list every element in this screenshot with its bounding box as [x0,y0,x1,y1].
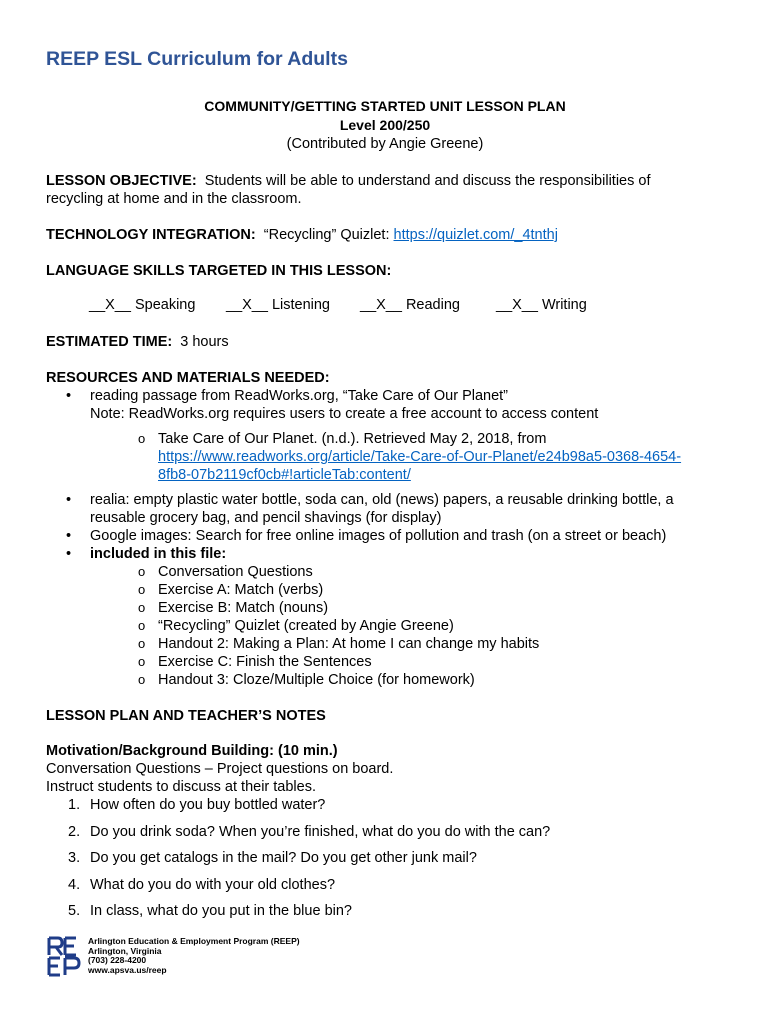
technology-text: “Recycling” Quizlet: [263,227,390,243]
instruction-line-1: Conversation Questions – Project questions on board. [46,761,394,777]
resource-item-realia: • realia: empty plastic water bottle, soda can, old (news) papers, a reusable drinking bottle, a reusable grocery bag, and pencil shavings (for display) [46,491,726,527]
footer-phone: (703) 228-4200 [88,955,147,965]
footer-city: Arlington, Virginia [88,945,162,956]
lesson-plan-heading-text: LESSON PLAN AND TEACHER’S NOTES [46,708,326,724]
brand-title: REEP ESL Curriculum for Adults [46,48,348,70]
resource-reading-line1: • reading passage from ReadWorks.org, “Take Care of Our Planet” [90,388,509,404]
citation-text: o Take Care of Our Planet. (n.d.). Retrieved May 2, 2018, from [158,431,547,447]
readworks-link-line2[interactable]: 8fb8-07b2119cf0cb#!articleTab:content/ [158,467,411,483]
motivation-heading [46,742,338,760]
footer-org: Arlington Education & Employment Program (REEP) [88,936,300,946]
estimated-time-label: ESTIMATED TIME: [46,334,173,350]
footer-web[interactable]: www.apsva.us/reep [88,964,167,975]
conversation-questions [46,796,726,929]
included-label: included in this file: [90,546,227,562]
question-number: 3. [68,850,81,866]
question-number: 5. [68,903,81,919]
technology-integration [46,226,558,244]
lesson-objective-text: Students will be able to understand and discuss the responsibilities of recycling at home and in the classroom. [46,173,651,207]
question-item [46,823,726,850]
question-number: 2. [68,823,81,840]
skills-heading-text: LANGUAGE SKILLS TARGETED IN THIS LESSON: [46,263,392,279]
included-item: o Conversation Questions [46,563,726,581]
question-item [46,796,726,823]
resource-item-google-images: • Google images: Search for free online images of pollution and trash (on a street or beach) [46,527,726,545]
question-item [46,902,726,929]
footer-text [88,937,300,975]
question-item [46,876,726,903]
skills-heading [46,262,391,280]
included-item: o “Recycling” Quizlet (created by Angie Greene) [46,617,726,635]
included-item: o Exercise C: Finish the Sentences [46,653,726,671]
included-item: o Handout 3: Cloze/Multiple Choice (for homework) [46,671,726,689]
question-text: Do you drink soda? When you’re finished, what do you do with the can? [90,823,551,840]
lesson-objective [46,172,706,208]
contributor-label: (Contributed by Angie Greene) [286,136,484,152]
estimated-time-value: 3 hours [180,334,229,350]
question-text: Do you get catalogs in the mail? Do you get other junk mail? [90,850,477,866]
skill-speaking: __X__ Speaking [89,297,196,313]
question-text: In class, what do you put in the blue bin? [90,903,352,919]
resource-item-included [46,545,726,689]
included-item: o Exercise A: Match (verbs) [46,581,726,599]
lesson-objective-label: LESSON OBJECTIVE: [46,173,197,189]
question-text: How often do you buy bottled water? [90,797,326,813]
skills-row [0,297,770,317]
question-number: 1. [68,797,81,813]
level-label: Level 200/250 [339,117,431,133]
instruction-line-2: Instruct students to discuss at their tables. [46,779,316,795]
lesson-plan-heading [46,707,326,725]
resource-item-reading-passage [46,387,726,484]
reep-logo [46,935,82,977]
skill-writing: __X__ Writing [496,297,587,313]
lesson-plan-title: COMMUNITY/GETTING STARTED UNIT LESSON PLAN [204,98,566,114]
skill-reading: __X__ Reading [360,297,460,313]
resources-heading [46,369,330,387]
citation-item [46,430,726,484]
resource-reading-note: Note: ReadWorks.org requires users to create a free account to access content [90,406,599,422]
estimated-time [46,333,229,351]
readworks-link-line1[interactable]: https://www.readworks.org/article/Take-Care-of-Our-Planet/e24b98a5-0368-4654- [158,449,682,465]
technology-label: TECHNOLOGY INTEGRATION: [46,227,256,243]
quizlet-link[interactable]: https://quizlet.com/_4tnthj [393,227,558,243]
question-number: 4. [68,876,81,893]
included-item: o Exercise B: Match (nouns) [46,599,726,617]
motivation-heading-text: Motivation/Background Building: (10 min.) [46,743,338,759]
included-item: o Handout 2: Making a Plan: At home I can change my habits [46,635,726,653]
question-text: What do you do with your old clothes? [90,876,336,893]
resources-heading-text: RESOURCES AND MATERIALS NEEDED: [46,370,330,386]
skill-listening: __X__ Listening [226,297,330,313]
question-item [46,849,726,876]
resources-list [46,387,726,689]
